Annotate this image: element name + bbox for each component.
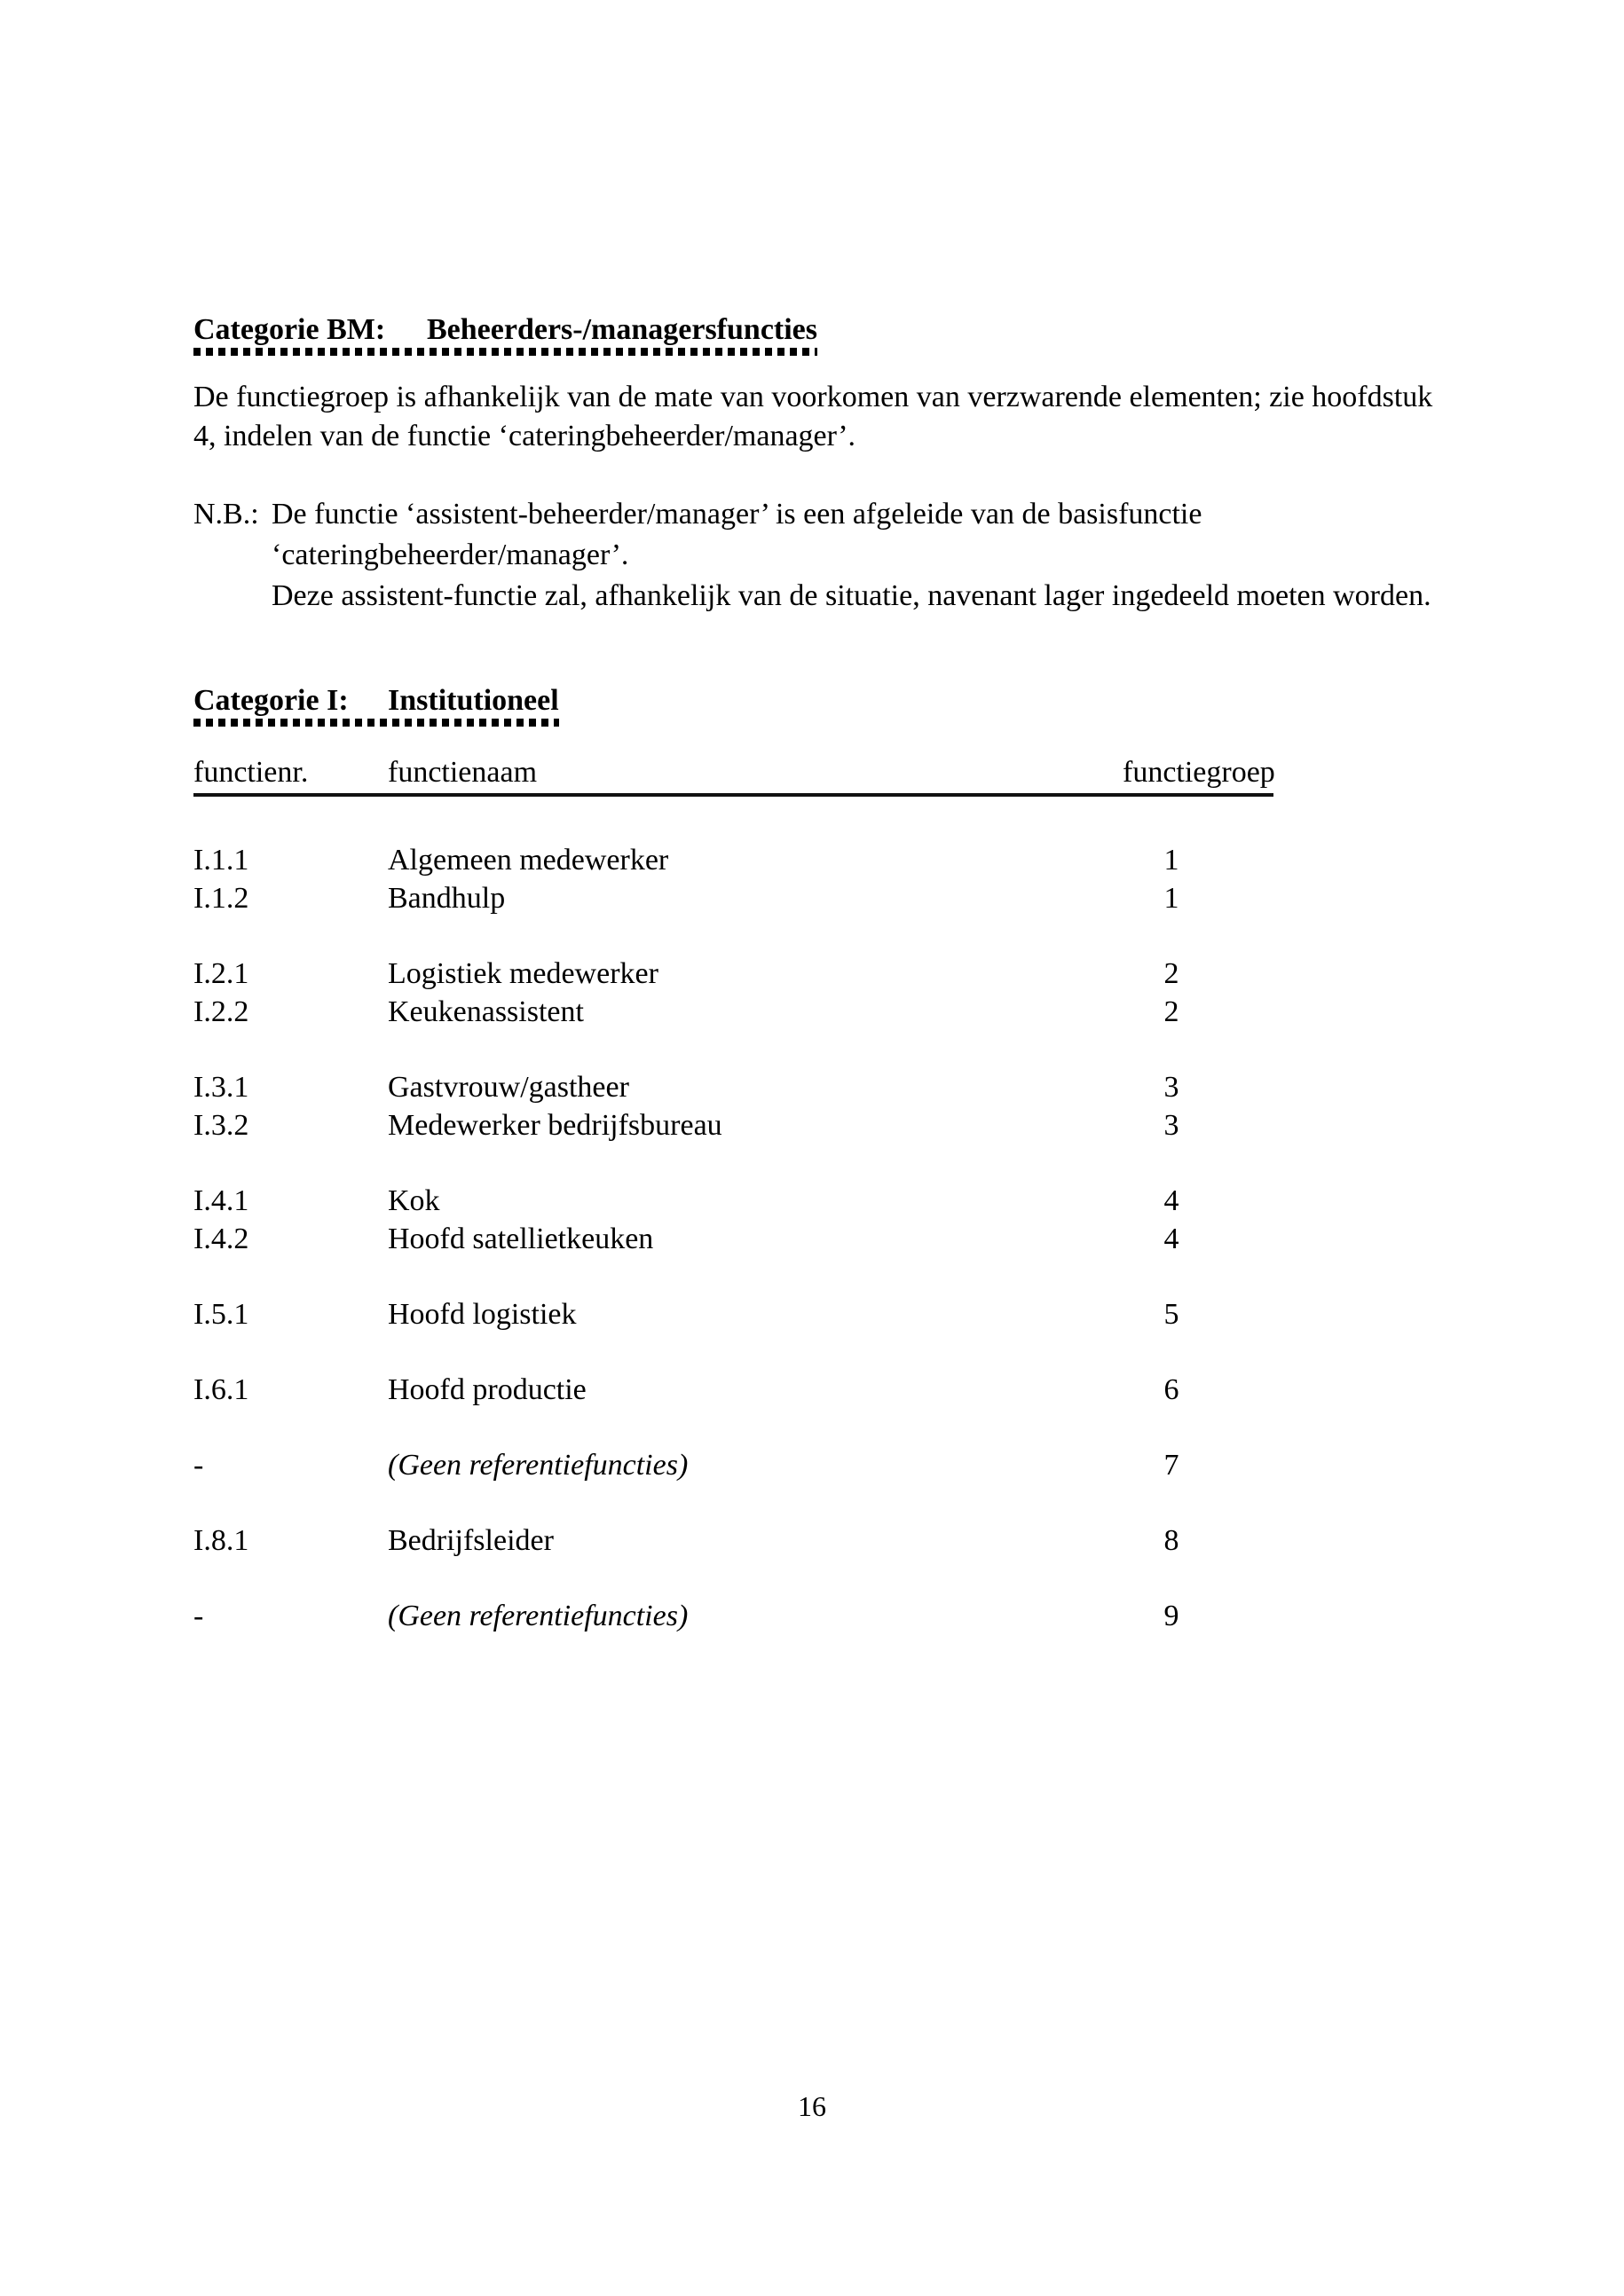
functienaam-cell: (Geen referentiefuncties) xyxy=(388,1600,689,1632)
functiegroep-cell: 2 xyxy=(1163,957,1179,990)
header-functienaam: functienaam xyxy=(388,756,538,789)
reference-table xyxy=(193,756,1273,1672)
functienaam-cell: Algemeen medewerker xyxy=(388,844,669,877)
table-row xyxy=(193,841,1273,879)
nb-line-1: De functie ‘assistent-beheerder/manager’ is een afgeleide van de basisfunctie xyxy=(272,498,1202,531)
functienr-cell: I.2.1 xyxy=(193,957,249,990)
table-row xyxy=(193,1446,1273,1484)
functienr-cell: - xyxy=(193,1600,204,1632)
functienaam-cell: Bandhulp xyxy=(388,882,506,915)
page-number: 16 xyxy=(798,2090,826,2122)
functiegroep-cell: 5 xyxy=(1163,1298,1179,1331)
functienaam-cell: (Geen referentiefuncties) xyxy=(388,1449,689,1482)
functienaam-cell: Logistiek medewerker xyxy=(388,957,658,990)
table-row xyxy=(193,879,1273,917)
row-group-8 xyxy=(193,1521,1273,1560)
table-row xyxy=(193,993,1273,1031)
functienaam-cell: Kok xyxy=(388,1184,440,1217)
functienaam-cell: Bedrijfsleider xyxy=(388,1524,554,1557)
functienr-cell: I.5.1 xyxy=(193,1298,249,1331)
table-row xyxy=(193,1521,1273,1560)
functiegroep-cell: 4 xyxy=(1163,1184,1179,1217)
section-title-bm xyxy=(193,311,817,356)
header-functiegroep: functiegroep xyxy=(1123,756,1275,789)
functienr-cell: - xyxy=(193,1449,204,1482)
table-header-row xyxy=(193,756,1273,797)
functiegroep-cell: 8 xyxy=(1163,1524,1179,1557)
functiegroep-cell: 2 xyxy=(1163,995,1179,1028)
section-i-text: Institutioneel xyxy=(388,684,559,717)
row-group-6 xyxy=(193,1371,1273,1409)
table-row xyxy=(193,955,1273,993)
section-title-i xyxy=(193,681,559,727)
row-group-7 xyxy=(193,1446,1273,1484)
section-i-label: Categorie I: xyxy=(193,684,349,717)
functienr-cell: I.3.1 xyxy=(193,1071,249,1104)
functiegroep-cell: 4 xyxy=(1163,1223,1179,1255)
table-row xyxy=(193,1182,1273,1220)
functienr-cell: I.2.2 xyxy=(193,995,249,1028)
row-group-2 xyxy=(193,955,1273,1031)
table-row xyxy=(193,1068,1273,1106)
functienr-cell: I.6.1 xyxy=(193,1373,249,1406)
functienr-cell: I.1.2 xyxy=(193,882,249,915)
table-row xyxy=(193,1597,1273,1635)
section-title-bm-underlined xyxy=(193,311,817,356)
functiegroep-cell: 6 xyxy=(1163,1373,1179,1406)
functiegroep-cell: 3 xyxy=(1163,1109,1179,1142)
nb-note xyxy=(193,494,1431,617)
section-bm-label: Categorie BM: xyxy=(193,313,386,346)
row-group-5 xyxy=(193,1295,1273,1333)
functienaam-cell: Gastvrouw/gastheer xyxy=(388,1071,629,1104)
functienaam-cell: Medewerker bedrijfsbureau xyxy=(388,1109,722,1142)
functiegroep-cell: 3 xyxy=(1163,1071,1179,1104)
functiegroep-cell: 1 xyxy=(1163,844,1179,877)
intro-line-1: De functiegroep is afhankelijk van de mate van voorkomen van verzwarende elementen; zie hoofdstuk xyxy=(193,381,1433,413)
functienr-cell: I.3.2 xyxy=(193,1109,249,1142)
table-row xyxy=(193,1295,1273,1333)
table-row xyxy=(193,1371,1273,1409)
section-bm-text: Beheerders-/managersfuncties xyxy=(427,313,818,346)
row-group-9 xyxy=(193,1597,1273,1635)
row-group-4 xyxy=(193,1182,1273,1258)
functienr-cell: I.8.1 xyxy=(193,1524,249,1557)
row-group-3 xyxy=(193,1068,1273,1144)
functienr-cell: I.4.1 xyxy=(193,1184,249,1217)
functienr-cell: I.1.1 xyxy=(193,844,249,877)
functiegroep-cell: 9 xyxy=(1163,1600,1179,1632)
functienaam-cell: Hoofd productie xyxy=(388,1373,587,1406)
table-row xyxy=(193,1106,1273,1144)
nb-line-3: Deze assistent-functie zal, afhankelijk van de situatie, navenant lager ingedeeld moeten worden. xyxy=(272,579,1431,612)
functiegroep-cell: 1 xyxy=(1163,882,1179,915)
functienr-cell: I.4.2 xyxy=(193,1223,249,1255)
row-group-1 xyxy=(193,841,1273,917)
nb-line-2: ‘cateringbeheerder/manager’. xyxy=(272,539,629,571)
functienaam-cell: Hoofd logistiek xyxy=(388,1298,577,1331)
nb-label: N.B.: xyxy=(193,498,259,531)
functienaam-cell: Hoofd satellietkeuken xyxy=(388,1223,654,1255)
header-functienr: functienr. xyxy=(193,756,309,789)
section-title-i-underlined xyxy=(193,681,559,727)
functienaam-cell: Keukenassistent xyxy=(388,995,584,1028)
table-body xyxy=(193,841,1273,1635)
nb-lines xyxy=(272,494,1431,617)
intro-line-2: 4, indelen van de functie ‘cateringbeheerder/manager’. xyxy=(193,420,856,452)
functiegroep-cell: 7 xyxy=(1163,1449,1179,1482)
intro-paragraph xyxy=(193,378,1432,456)
table-row xyxy=(193,1220,1273,1258)
